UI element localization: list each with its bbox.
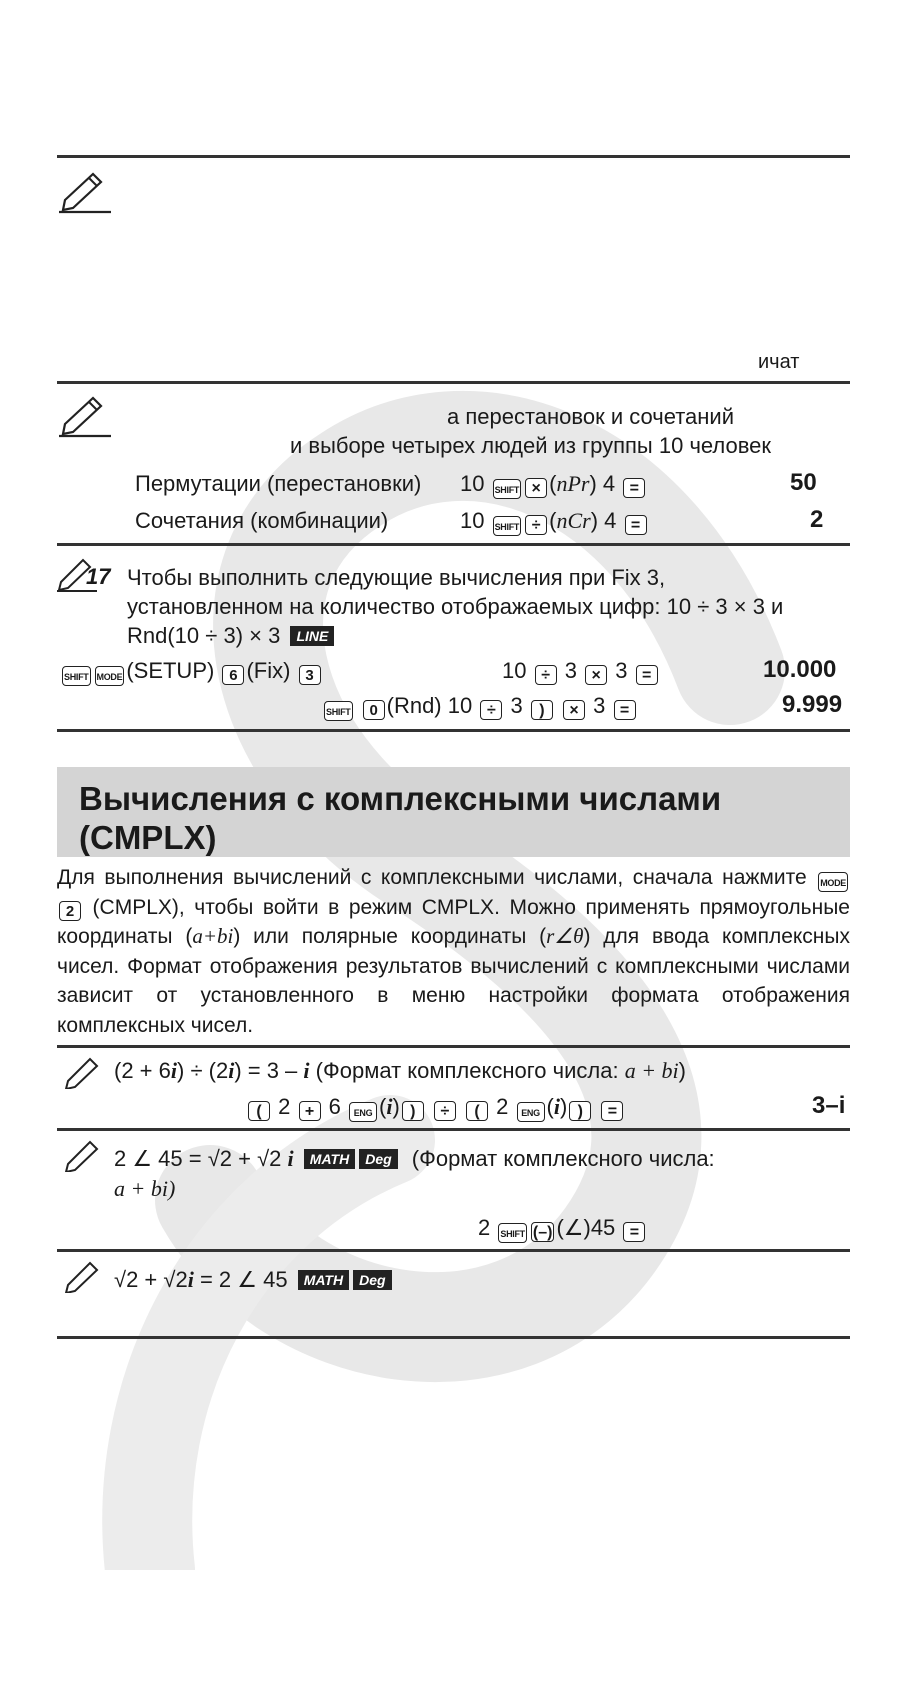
cx1-expression [114, 1057, 686, 1085]
multiply-key: × [525, 478, 547, 498]
cx1-expr-mid: ) ÷ (2 [177, 1058, 229, 1083]
section-banner [57, 767, 850, 857]
num: 3 [510, 693, 523, 718]
cx2-format-ab: a + bi) [114, 1176, 176, 1201]
rule [57, 1128, 850, 1131]
num: 10 [502, 658, 527, 683]
num: 2 [278, 1094, 291, 1119]
arg: 4 [602, 471, 616, 496]
divide-key: ÷ [434, 1101, 456, 1121]
math-badge: MATH [298, 1270, 349, 1290]
cx2-keys [478, 1214, 647, 1243]
ex17-result2: 9.999 [782, 691, 843, 718]
cx1-format-close: ) [678, 1058, 686, 1083]
close-paren-key: ) [402, 1101, 424, 1121]
divide-key: ÷ [525, 515, 547, 535]
open-paren-key: ( [466, 1101, 488, 1121]
para-b: (CMPLX), чтобы войти в режим CMPLX. Можно применять прямоугольные координаты ( [57, 895, 850, 948]
pencil-icon [55, 394, 111, 438]
mode-key: MODE [95, 666, 125, 686]
pencil-icon [62, 1055, 102, 1089]
eng-key: ENG [517, 1102, 545, 1122]
num: 2 [496, 1094, 509, 1119]
perm-row2-keys: 10 SHIFT ÷ (nCr) 4 = [460, 507, 649, 536]
section-title: Вычисления с комплексными числами (CMPLX) [79, 780, 722, 856]
ex17-line3 [127, 622, 334, 650]
num: 45 [590, 1215, 616, 1240]
rnd-label: (Rnd) [386, 693, 442, 718]
ex17-row1-keys [502, 657, 660, 685]
para-a: Для выполнения вычислений с комплексными числами, сначала нажмите [57, 866, 807, 889]
cx3-expression [114, 1266, 392, 1294]
ex17-setup [60, 657, 323, 686]
cx1-result: 3–i [812, 1092, 846, 1119]
fix-label: (Fix) [246, 658, 291, 683]
shift-key: SHIFT [498, 1223, 527, 1243]
close-paren-key: ) [569, 1101, 591, 1121]
equals-key: = [601, 1101, 623, 1121]
setup-label: (SETUP) [126, 658, 215, 683]
para-d: ) или полярные координаты ( [233, 925, 547, 948]
cx3-expr-end: = 2 ∠ 45 [199, 1267, 288, 1292]
perm-row1-keys: 10 SHIFT × (nPr) 4 = [460, 470, 647, 499]
cx1-expr-end: ) = 3 – [234, 1058, 298, 1083]
rule [57, 155, 850, 158]
equals-key: = [623, 478, 645, 498]
rule [57, 1045, 850, 1048]
ex17-line1: Чтобы выполнить следующие вычисления при Fix 3, [127, 565, 666, 590]
mode-key: MODE [818, 872, 848, 892]
shift-key: SHIFT [493, 479, 522, 499]
arg: 4 [604, 508, 617, 533]
shift-key: SHIFT [493, 516, 522, 536]
multiply-key: × [563, 700, 585, 720]
equals-key: = [623, 1222, 645, 1242]
imag-unit: i [553, 1094, 560, 1119]
imag-unit: i [170, 1058, 177, 1083]
shift-key: SHIFT [324, 701, 353, 721]
deg-badge: Deg [359, 1149, 397, 1169]
shift-key: SHIFT [62, 666, 91, 686]
deg-badge: Deg [353, 1270, 391, 1290]
num: 10 [447, 693, 473, 718]
cx1-format-ab: a + bi [624, 1058, 679, 1083]
eng-key: ENG [349, 1102, 377, 1122]
perm-line1: а перестановок и сочетаний [447, 404, 734, 429]
ex17-line3-text: Rnd(10 ÷ 3) × 3 [127, 623, 281, 648]
math-badge: MATH [304, 1149, 355, 1169]
num: 3 [564, 658, 577, 683]
perm-row2-label: Сочетания (комбинации) [135, 508, 389, 533]
imag-unit: i [287, 1146, 294, 1171]
equals-key: = [614, 700, 636, 720]
cx1-expr: (2 + 6 [114, 1058, 171, 1083]
pencil-icon [62, 1259, 102, 1293]
rule [57, 543, 850, 546]
imag-unit: i [228, 1058, 235, 1083]
ex17-result1: 10.000 [763, 656, 837, 683]
pencil-icon [55, 170, 111, 214]
plus-key: + [299, 1101, 321, 1121]
equals-key: = [636, 665, 658, 685]
num: 3 [615, 658, 628, 683]
para-e: r∠θ [546, 924, 584, 948]
key-3: 3 [299, 665, 321, 685]
cx1-keys: ( 2 + 6 ENG (i) ) ÷ ( 2 ENG (i) ) = [246, 1093, 625, 1122]
imag-unit: i [303, 1058, 310, 1083]
ex17-row2-keys [322, 692, 638, 721]
npr-func: nPr [556, 471, 590, 496]
angle-label: (∠) [556, 1215, 591, 1240]
fragment-text: ичат [758, 351, 800, 373]
rule [57, 1249, 850, 1252]
imag-unit: i [187, 1267, 194, 1292]
divide-key: ÷ [480, 700, 502, 720]
cx3-expr: √2 + √2 [114, 1267, 188, 1292]
perm-row1-label: Пермутации (перестановки) [135, 471, 422, 496]
num: 10 [460, 508, 485, 533]
key-6: 6 [222, 665, 244, 685]
close-paren-key: ) [531, 700, 553, 720]
perm-row1 [135, 470, 421, 498]
key-0: 0 [363, 700, 385, 720]
perm-line2: и выборе четырех людей из группы 10 человек [290, 433, 772, 458]
num: 6 [328, 1094, 341, 1119]
num: 2 [478, 1215, 491, 1240]
pencil-icon [62, 1138, 102, 1172]
imag-unit: i [386, 1094, 393, 1119]
section-paragraph [57, 863, 850, 1040]
perm-result2: 2 [810, 506, 824, 533]
para-c: a+bi [192, 924, 234, 948]
negative-key: (–) [532, 1224, 553, 1241]
rule [57, 1336, 850, 1339]
perm-row2 [135, 507, 388, 535]
open-paren-key: ( [248, 1101, 270, 1121]
rule [57, 729, 850, 732]
line-badge: LINE [290, 626, 334, 646]
key-2: 2 [59, 901, 81, 921]
equals-key: = [625, 515, 647, 535]
num: 10 [460, 471, 485, 496]
rule [57, 381, 850, 384]
cx2-expression [114, 1145, 715, 1173]
multiply-key: × [585, 665, 607, 685]
perm-result1: 50 [790, 469, 817, 496]
num: 3 [593, 693, 606, 718]
ncr-func: nCr [556, 508, 591, 533]
para-f: ) для ввода комплексных чисел. Формат отображения результатов вычислений с комплексными числами зависит от установленного в меню настройки формата отображения комплексных чисел. [57, 925, 851, 1037]
ex17-line2: установленном на количество отображаемых цифр: 10 ÷ 3 × 3 и [127, 594, 784, 619]
example-number: 17 [86, 564, 111, 589]
cx2-format: (Формат комплексного числа: [411, 1146, 715, 1171]
cx1-format: (Формат комплексного числа: [315, 1058, 619, 1083]
cx2-expr: 2 ∠ 45 = √2 + √2 [114, 1146, 282, 1171]
divide-key: ÷ [535, 665, 557, 685]
